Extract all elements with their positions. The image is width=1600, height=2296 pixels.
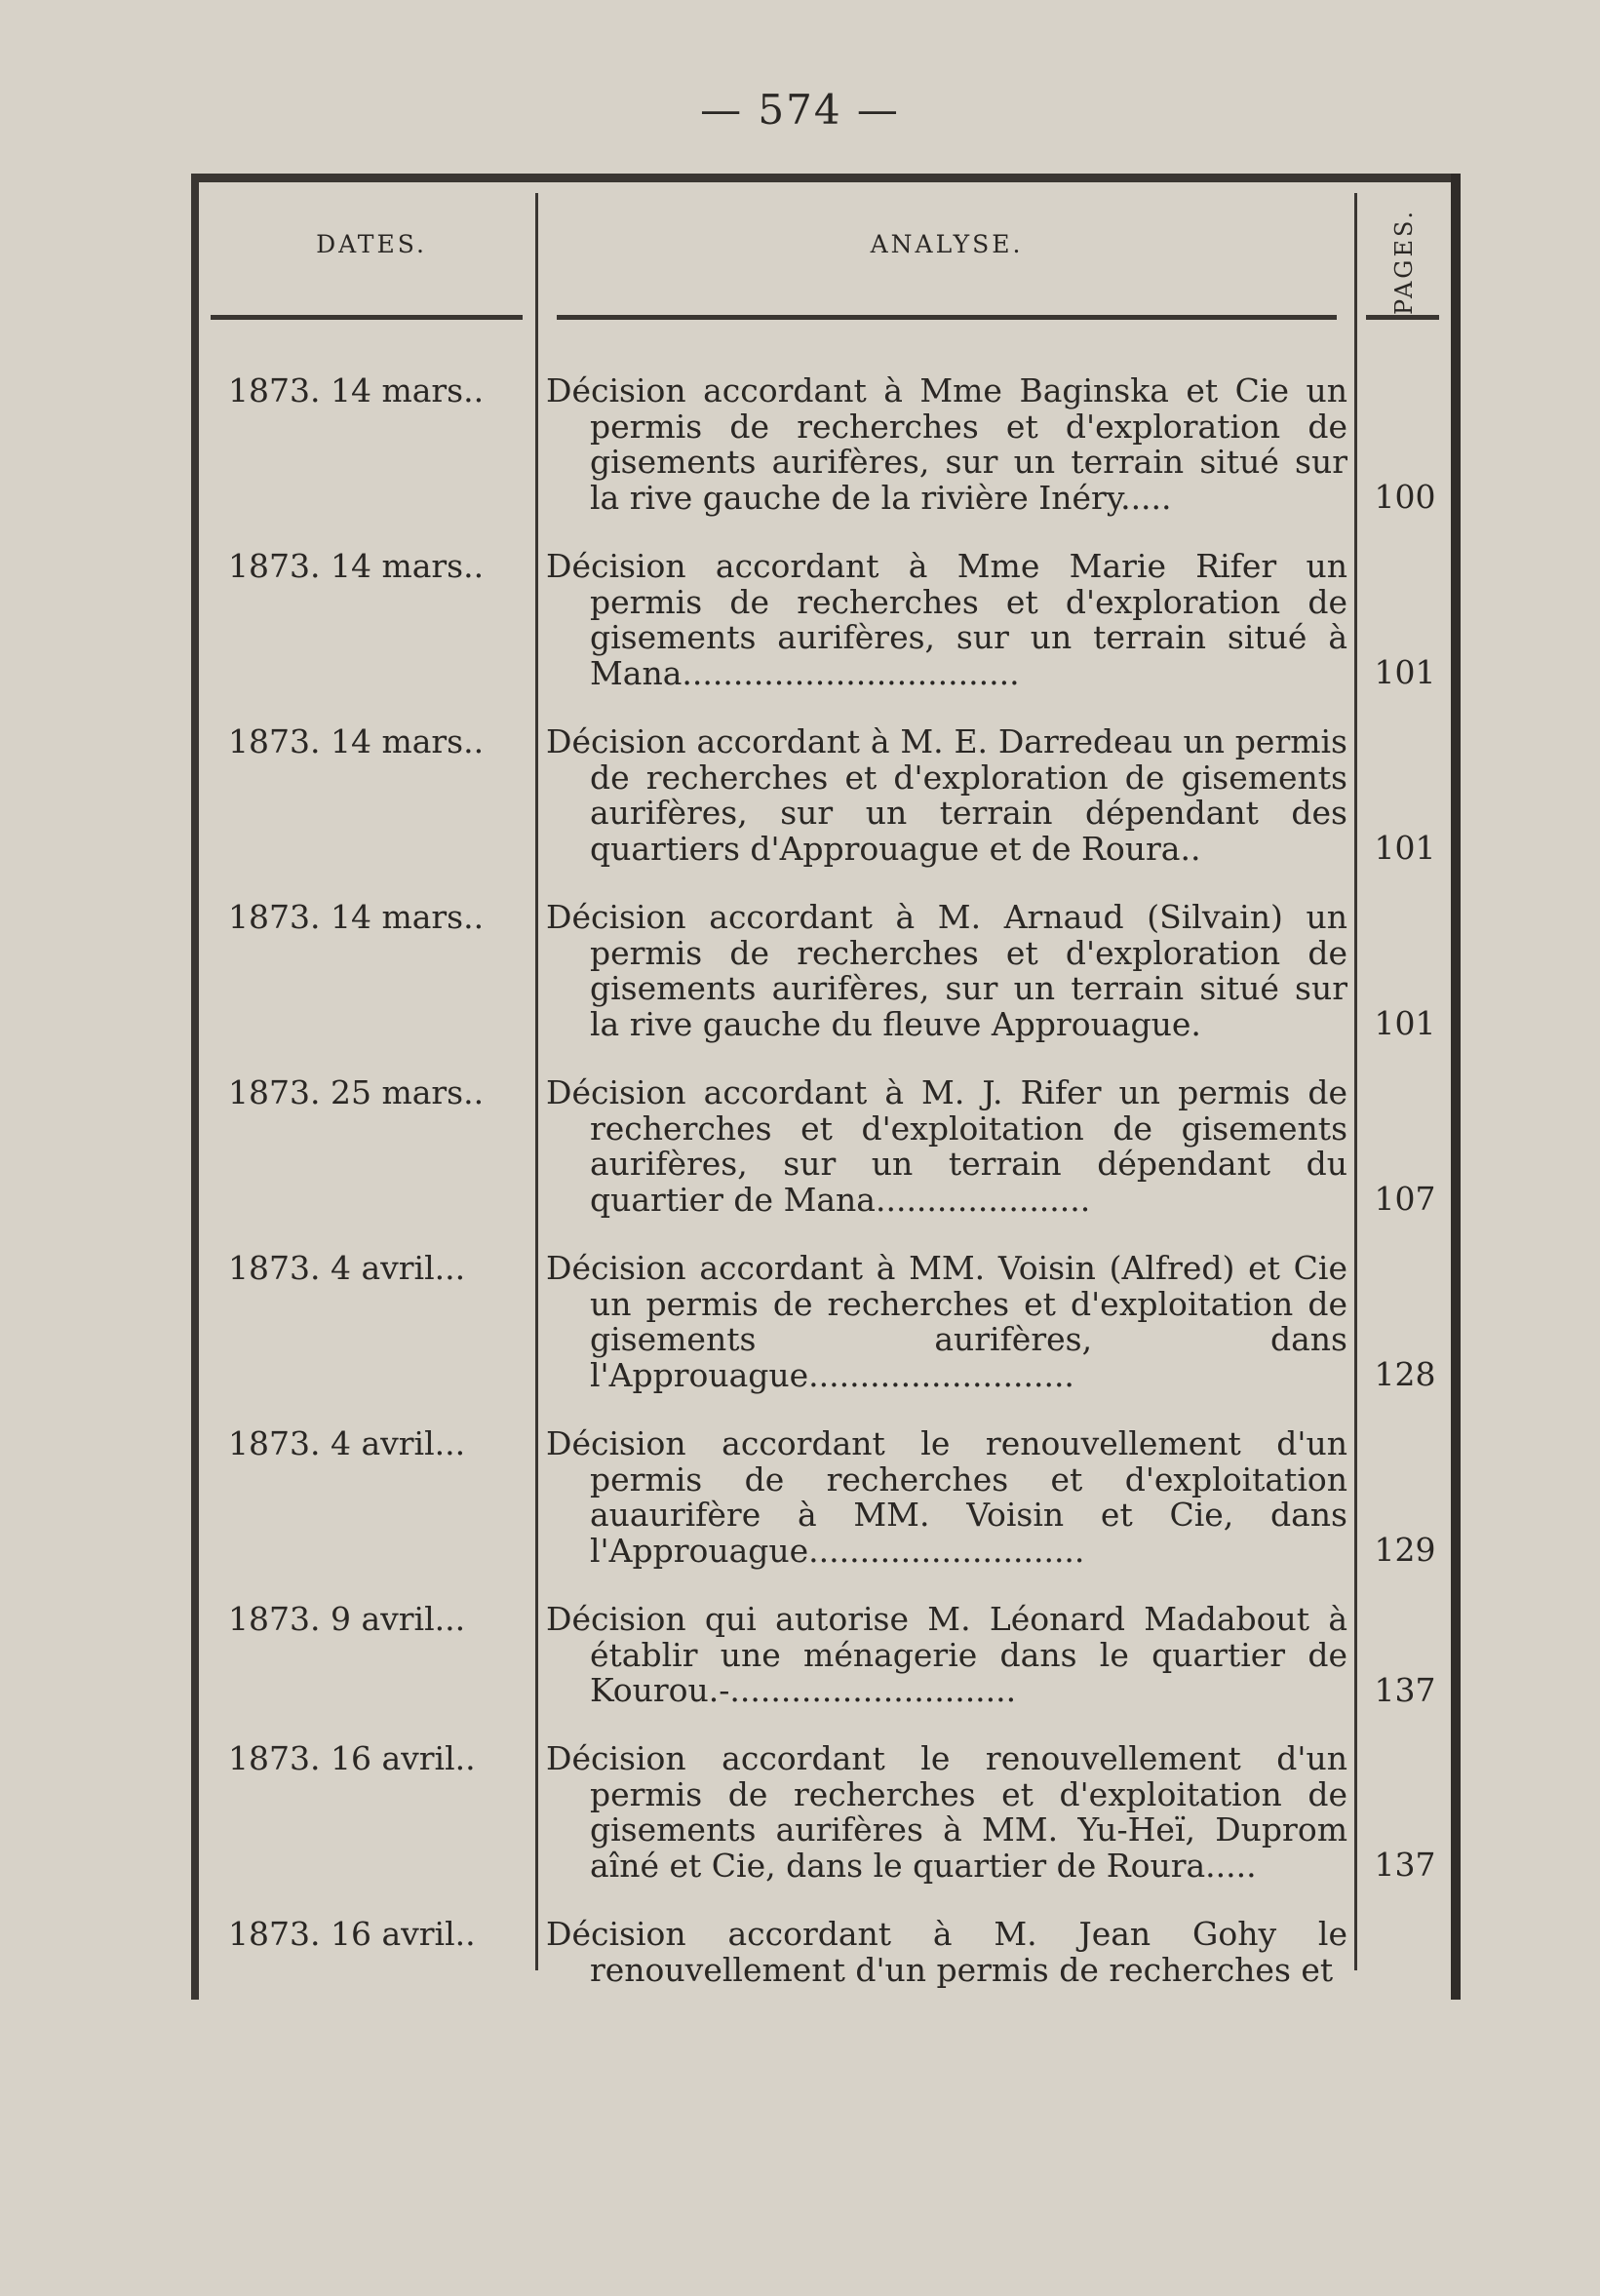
entry-date: 1873. 14 mars.. [228,722,485,760]
entry-date: 1873. 4 avril... [228,1249,466,1287]
entry-date: 1873. 4 avril... [228,1424,466,1462]
table-row [191,549,1459,724]
entry-analysis: Décision accordant à MM. Voisin (Alfred) et Cie un permis de recherches et d'exploitation de gisements aurifères, dans l'Approuague.......................... [546,1249,1347,1394]
table-row [191,1602,1459,1741]
table-row [191,1251,1459,1426]
table-row [191,373,1459,549]
entry-date: 1873. 9 avril... [228,1600,466,1638]
table-row [191,1741,1459,1917]
entry-page: 128 [1374,1355,1436,1393]
table-row [191,900,1459,1075]
header-rule-pages [1366,315,1439,320]
entry-analysis: Décision accordant le renouvellement d'un permis de recherches et d'exploitation de gisements aurifères à MM. Yu-Heï, Duprom aîné et Cie, dans le quartier de Roura..... [546,1739,1347,1885]
index-table [191,174,1459,2000]
entry-page: 137 [1374,1671,1436,1709]
header-rule-dates [211,315,523,320]
page-number: — 574 — [700,86,900,134]
entry-analysis: Décision accordant à Mme Marie Rifer un permis de recherches et d'exploration de gisements aurifères, sur un terrain situé à Mana................................. [546,547,1347,692]
table-row [191,1075,1459,1251]
entry-page: 101 [1374,1004,1436,1042]
column-header-dates: DATES. [316,230,427,258]
entry-analysis: Décision accordant à M. J. Rifer un permis de recherches et d'exploitation de gisements aurifères, sur un terrain dépendant du quartier de Mana..................... [546,1073,1347,1219]
header-rule-analyse [557,315,1337,320]
entry-analysis: Décision accordant le renouvellement d'un permis de recherches et d'exploitation auaurifère à MM. Voisin et Cie, dans l'Approuague........................... [546,1424,1347,1570]
table-row [191,1426,1459,1602]
entry-analysis: Décision accordant à M. E. Darredeau un permis de recherches et d'exploration de gisements aurifères, sur un terrain dépendant des quartiers d'Approuague et de Roura.. [546,722,1347,868]
column-header-pages: PAGES. [1390,208,1418,315]
entry-page: 101 [1374,653,1436,691]
table-row [191,1917,1459,1995]
entry-analysis: Décision accordant à Mme Baginska et Cie un permis de recherches et d'exploration de gisements aurifères, sur un terrain situé sur la rive gauche de la rivière Inéry..... [546,371,1347,517]
entry-date: 1873. 16 avril.. [228,1915,476,1953]
entry-analysis: Décision accordant à M. Jean Gohy le renouvellement d'un permis de recherches et [546,1915,1347,1989]
column-header-analyse: ANALYSE. [870,230,1024,258]
entry-page: 107 [1374,1180,1436,1218]
entry-date: 1873. 14 mars.. [228,547,485,585]
table-top-rule [191,174,1459,182]
entry-page: 137 [1374,1846,1436,1884]
entry-date: 1873. 14 mars.. [228,898,485,936]
table-row [191,724,1459,900]
entry-analysis: Décision accordant à M. Arnaud (Silvain) un permis de recherches et d'exploration de gisements aurifères, sur un terrain situé sur la rive gauche du fleuve Approuague. [546,898,1347,1043]
entry-date: 1873. 16 avril.. [228,1739,476,1777]
entry-date: 1873. 14 mars.. [228,371,485,409]
entry-date: 1873. 25 mars.. [228,1073,485,1111]
entry-page: 100 [1374,478,1436,516]
entry-analysis: Décision qui autorise M. Léonard Madabout à établir une ménagerie dans le quartier de Kourou.-............................ [546,1600,1347,1709]
entries-list [191,373,1459,1995]
entry-page: 101 [1374,829,1436,867]
entry-page: 129 [1374,1531,1436,1569]
